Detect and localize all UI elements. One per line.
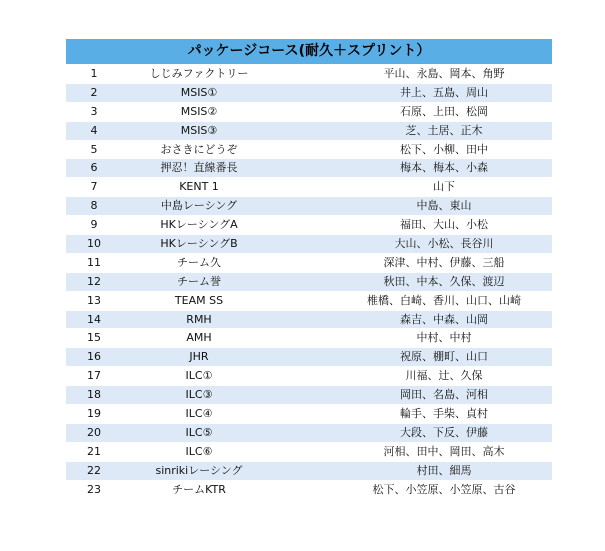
table-row (66, 235, 552, 254)
team-name: チーム久 (177, 255, 221, 269)
driver-names: 村田、細馬 (416, 463, 472, 477)
team-name: AMH (186, 331, 212, 345)
driver-names: 平山、永島、岡本、角野 (383, 67, 505, 80)
row-number: 21 (87, 444, 101, 458)
table-row (66, 367, 552, 386)
table-row (66, 292, 552, 311)
row-number: 11 (87, 255, 101, 269)
table-row (66, 141, 552, 160)
driver-names: 祝原、棚町、山口 (400, 350, 488, 364)
row-number: 15 (87, 331, 101, 345)
table-row (66, 197, 552, 216)
driver-names: 梅本、梅本、小森 (400, 161, 488, 175)
team-name: ILC④ (185, 407, 213, 421)
team-name: HKレーシングB (160, 237, 238, 251)
driver-names: 石原、上田、松岡 (400, 104, 488, 118)
team-name: KENT 1 (179, 180, 219, 194)
driver-names: 福田、大山、小松 (400, 218, 488, 232)
driver-names: 輪手、手柴、貞村 (400, 407, 488, 421)
team-name: ILC① (185, 369, 213, 383)
team-name: チーム誉 (177, 274, 221, 288)
table-title: パッケージコース(耐久＋スプリント） (66, 39, 552, 65)
driver-names: 森吉、中森、山岡 (400, 312, 488, 326)
team-name: JHR (189, 350, 209, 364)
row-number: 10 (87, 237, 101, 251)
table-row (66, 84, 552, 103)
table-row (66, 329, 552, 348)
team-name: MSIS③ (180, 123, 218, 137)
entry-table (66, 39, 552, 499)
row-number: 14 (87, 312, 101, 326)
team-name: 押忍！直線番長 (160, 161, 238, 175)
table-row (66, 405, 552, 424)
row-number: 20 (87, 425, 101, 439)
team-name: MSIS① (180, 85, 218, 99)
driver-names: 松下、小柳、田中 (400, 142, 488, 156)
row-number: 6 (90, 161, 98, 175)
team-name: TEAM SS (174, 293, 224, 307)
row-number: 3 (90, 104, 98, 118)
row-number: 16 (87, 350, 101, 364)
driver-names: 中島、東山 (416, 199, 472, 213)
driver-names: 井上、五島、周山 (400, 85, 488, 99)
driver-names: 山下 (433, 180, 455, 194)
driver-names: 深津、中村、伊藤、三船 (383, 255, 505, 269)
row-number: 17 (87, 369, 101, 383)
team-name: 中島レーシング (160, 199, 238, 213)
driver-names: 椎橋、白崎、香川、山口、山崎 (367, 293, 521, 307)
driver-names: 河相、田中、岡田、高木 (383, 444, 505, 458)
row-number: 22 (87, 463, 101, 477)
driver-names: 中村、中村 (416, 331, 472, 345)
row-number: 12 (87, 274, 101, 288)
row-number: 5 (90, 142, 98, 156)
row-number: 19 (87, 407, 101, 421)
row-number: 7 (90, 180, 98, 194)
driver-names: 芝、土居、正木 (405, 123, 483, 137)
driver-names: 大山、小松、長谷川 (394, 237, 494, 251)
team-name: おさきにどうぞ (160, 142, 238, 156)
table-row (66, 443, 552, 462)
team-name: チームKTR (172, 482, 226, 496)
driver-names: 松下、小笠原、小笠原、古谷 (372, 482, 516, 496)
table-row (66, 481, 552, 500)
row-number: 2 (90, 85, 98, 99)
driver-names: 秋田、中本、久保、渡辺 (383, 274, 505, 288)
row-number: 13 (87, 293, 101, 307)
table-row (66, 178, 552, 197)
team-name: ILC⑤ (185, 425, 213, 439)
table-row (66, 424, 552, 443)
table-row (66, 103, 552, 122)
team-name: RMH (186, 312, 212, 326)
table-row (66, 462, 552, 481)
row-number: 1 (90, 67, 98, 80)
row-number: 8 (90, 199, 98, 213)
row-number: 9 (90, 218, 98, 232)
table-row (66, 311, 552, 330)
table-row (66, 216, 552, 235)
team-name: HKレーシングA (160, 218, 238, 232)
team-name: MSIS② (180, 104, 218, 118)
table-row (66, 386, 552, 405)
driver-names: 川福、辻、久保 (405, 369, 483, 383)
table-row (66, 65, 552, 84)
driver-names: 岡田、名島、河相 (400, 388, 488, 402)
row-number: 23 (87, 482, 101, 496)
driver-names: 大段、下反、伊藤 (400, 425, 488, 439)
table-row (66, 159, 552, 178)
table-row (66, 348, 552, 367)
team-name: sinrikiレーシング (155, 463, 243, 477)
table-row (66, 273, 552, 292)
table-row (66, 254, 552, 273)
team-name: ILC⑥ (185, 444, 213, 458)
row-number: 18 (87, 388, 101, 402)
team-name: しじみファクトリー (149, 67, 249, 80)
table-body (66, 65, 552, 499)
row-number: 4 (90, 123, 98, 137)
table-row (66, 122, 552, 141)
team-name: ILC③ (185, 388, 213, 402)
